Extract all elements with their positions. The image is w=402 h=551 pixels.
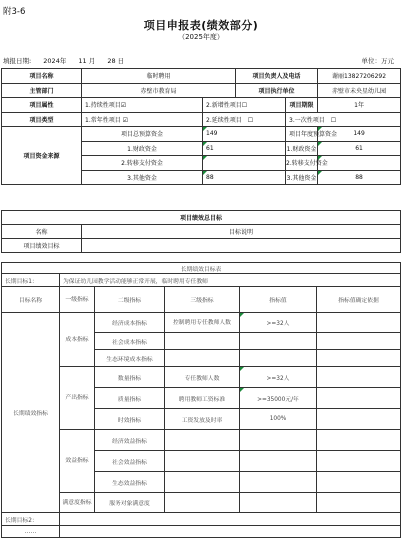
quality-value: >=35000元/年: [240, 388, 317, 409]
page-subtitle: （2025年度）: [178, 33, 224, 41]
fill-date-month: 11 月: [78, 57, 96, 65]
fiscal-funds-value-year: 61: [318, 141, 401, 156]
goal-value: [82, 239, 401, 253]
col-level2: 二级指标: [95, 287, 165, 313]
long-goal2-value: [60, 513, 401, 526]
quality-indicator: 质量指标: [95, 388, 165, 409]
total-budget-value: 149: [203, 127, 286, 142]
transfer-funds-label-year: 2.转移支付资金: [286, 156, 318, 171]
other-funds-value-year: 88: [318, 170, 401, 185]
type-option-annual[interactable]: 1.常年性项目 ☑: [82, 112, 203, 127]
long-term-goal-table: [1, 262, 401, 538]
econ-cost-basis: [317, 313, 401, 333]
social-cost-value: [240, 333, 317, 350]
type-option-continuing[interactable]: 2.延续性项目 ☐: [203, 112, 286, 127]
eco-benefit-basis: [317, 472, 401, 493]
econ-cost-value: >=32人: [240, 313, 317, 333]
period-label: 项目期限: [286, 98, 318, 113]
eco-cost-basis: [317, 350, 401, 367]
other-funds-value: 88: [203, 170, 286, 185]
dept-label: 主管部门: [2, 83, 82, 98]
unit-label: 单位：万元: [361, 57, 394, 65]
econ-benefit-indicator: 经济效益指标: [95, 430, 165, 451]
social-cost-indicator: 社会成本指标: [95, 333, 165, 350]
quantity-indicator: 数量指标: [95, 367, 165, 388]
quality-basis: [317, 388, 401, 409]
col-value: 指标值: [240, 287, 317, 313]
page-title: 项目申报表(绩效部分): [143, 19, 259, 32]
eco-cost-value: [240, 350, 317, 367]
attr-label: 项目属性: [2, 98, 82, 113]
col-goal-name: 目标名称: [2, 287, 60, 313]
long-goal2-label: 长期目标2：: [2, 513, 60, 526]
other-funds-label: 3.其他资金: [82, 170, 203, 185]
benefit-indicator: 效益指标: [60, 430, 95, 493]
leader-label: 项目负责人及电话: [236, 69, 318, 84]
performance-goal-table: [1, 210, 401, 253]
satisfaction-value: [240, 493, 317, 513]
social-benefit-value: [240, 451, 317, 472]
fiscal-funds-label-year: 1.财政资金: [286, 141, 318, 156]
econ-benefit-level3: [165, 430, 240, 451]
social-benefit-basis: [317, 451, 401, 472]
econ-benefit-value: [240, 430, 317, 451]
ellipsis-row: ……: [2, 526, 60, 538]
transfer-funds-value-year: [318, 156, 401, 171]
dept-value: 赤壁市教育局: [82, 83, 236, 98]
transfer-funds-value: [203, 156, 286, 171]
eco-benefit-value: [240, 472, 317, 493]
timeliness-basis: [317, 409, 401, 430]
fiscal-funds-label: 1.财政资金: [82, 141, 203, 156]
goal-section-header: 项目绩效总目标: [2, 211, 401, 225]
quantity-value: >=32人: [240, 367, 317, 388]
fill-date: [3, 56, 134, 65]
ellipsis-row-value: [60, 526, 401, 538]
satisfaction-indicator: 满意度指标: [60, 493, 95, 513]
transfer-funds-label: 2.转移支付资金: [82, 156, 203, 171]
long-term-indicator-group: 长期绩效指标: [2, 313, 60, 513]
quality-level3: 聘用教师工资标准: [165, 388, 240, 409]
econ-cost-indicator: 经济成本指标: [95, 313, 165, 333]
attr-option-continuous[interactable]: 1.持续性项目☑: [82, 98, 203, 113]
econ-cost-level3: 控制聘用专任教师人数: [165, 313, 240, 333]
social-benefit-indicator: 社会效益指标: [95, 451, 165, 472]
eco-benefit-indicator: 生态效益指标: [95, 472, 165, 493]
cost-indicator: 成本指标: [60, 313, 95, 367]
quantity-basis: [317, 367, 401, 388]
period-value: 1年: [318, 98, 401, 113]
other-funds-label-year: 3.其他资金: [286, 170, 318, 185]
eco-benefit-level3: [165, 472, 240, 493]
year-budget-value: 149: [318, 127, 401, 142]
satisfaction-basis: [317, 493, 401, 513]
leader-value: 谢丽13827206292: [318, 69, 401, 84]
eco-cost-level3: [165, 350, 240, 367]
col-level3: 三级指标: [165, 287, 240, 313]
long-term-header: 长期绩效目标表: [2, 263, 401, 274]
basic-info-table: [1, 68, 401, 185]
social-cost-basis: [317, 333, 401, 350]
type-option-onetime[interactable]: 3.一次性项目 ☐: [286, 112, 401, 127]
goal-label: 项目绩效目标: [2, 239, 82, 253]
timeliness-value: 100%: [240, 409, 317, 430]
annex-label: 附3-6: [3, 7, 26, 17]
eco-cost-indicator: 生态环境成本指标: [95, 350, 165, 367]
social-cost-level3: [165, 333, 240, 350]
year-budget-label: 项目年度预算资金: [286, 127, 318, 142]
fill-date-day: 28 日: [107, 57, 125, 65]
fiscal-funds-value: 61: [203, 141, 286, 156]
total-budget-label: 项目总预算资金: [82, 127, 203, 142]
long-goal1-label: 长期目标1：: [2, 274, 60, 287]
exec-unit-label: 项目执行单位: [236, 83, 318, 98]
timeliness-level3: 工资发放及时率: [165, 409, 240, 430]
long-goal1-value: 为保证幼儿园教学活动能够正常开展，临时聘用专任教师: [60, 274, 401, 287]
col-level1: 一级指标: [60, 287, 95, 313]
timeliness-indicator: 时效指标: [95, 409, 165, 430]
goal-desc-label: 目标说明: [82, 225, 401, 239]
project-name-value: 临时聘用: [82, 69, 236, 84]
quantity-level3: 专任教师人数: [165, 367, 240, 388]
attr-option-new[interactable]: 2.新增性项目☐: [203, 98, 286, 113]
funding-source-label: 项目资金来源: [2, 127, 82, 185]
col-basis: 指标值确定依据: [317, 287, 401, 313]
econ-benefit-basis: [317, 430, 401, 451]
output-indicator: 产出指标: [60, 367, 95, 430]
project-name-label: 项目名称: [2, 69, 82, 84]
goal-name-label: 名称: [2, 225, 82, 239]
satisfaction-level2: 服务对象满意度: [95, 493, 165, 513]
fill-date-year: 2024年: [43, 57, 67, 65]
satisfaction-level3: [165, 493, 240, 513]
exec-unit-value: 赤壁市未央星幼儿园: [318, 83, 401, 98]
fill-date-label: 填报日期:: [3, 57, 32, 65]
type-label: 项目类型: [2, 112, 82, 127]
social-benefit-level3: [165, 451, 240, 472]
